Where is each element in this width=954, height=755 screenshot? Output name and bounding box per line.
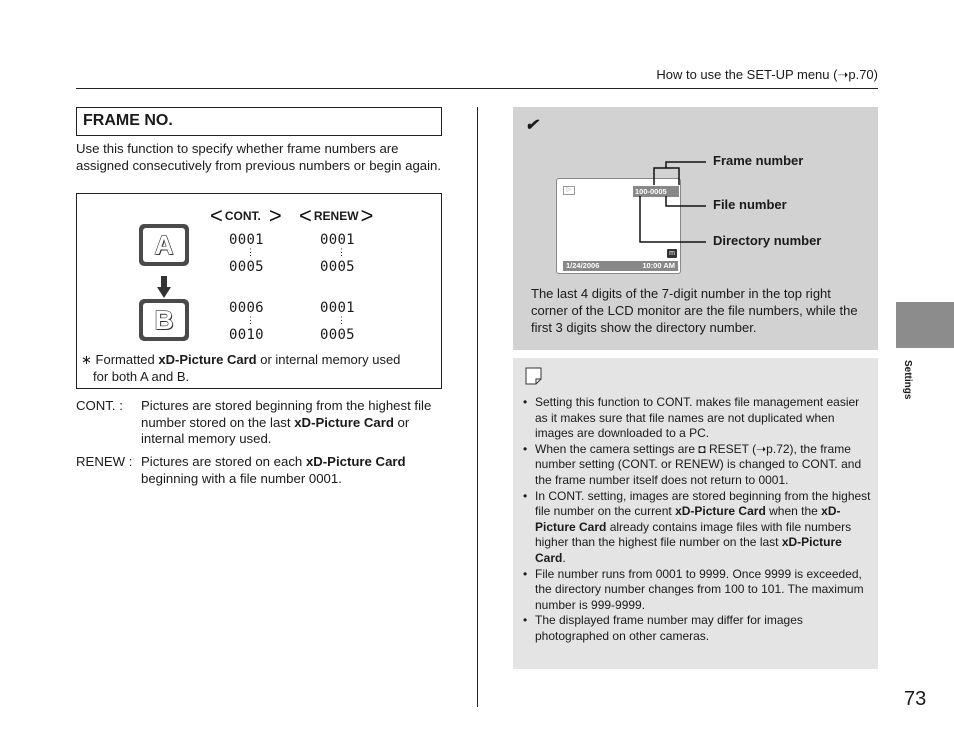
chevron-right-icon: >	[268, 203, 282, 228]
lcd-date: 1/24/2006	[566, 261, 600, 270]
arrow-down-icon	[157, 276, 171, 298]
asterisk-mark: ∗	[81, 352, 92, 367]
renew-a-start: 0001	[320, 232, 355, 248]
cont-label-text: CONT.	[224, 209, 261, 223]
card-b-letter: B	[154, 304, 174, 335]
ellipsis-icon: ⋮	[246, 315, 255, 325]
lcd-explanation: The last 4 digits of the 7-digit number in the top right corner of the LCD monitor are the file numbers, while the first 3 digits show the directory number.	[531, 286, 858, 335]
chevron-right-icon: >	[360, 203, 374, 228]
cont-column-label	[210, 203, 282, 228]
cont-a-end: 0005	[229, 259, 264, 275]
label-directory-number: Directory number	[713, 233, 822, 248]
cont-a-start: 0001	[229, 232, 264, 248]
column-divider	[477, 107, 478, 707]
chapter-label: Settings	[902, 360, 913, 400]
card-b-icon	[139, 299, 189, 341]
desc-cont: Pictures are stored beginning from the highest file number stored on the last xD-Picture Card or internal memory used.	[141, 398, 432, 446]
camera-icon: ◘	[698, 441, 706, 456]
header-breadcrumb: How to use the SET-UP menu (➝p.70)	[656, 67, 878, 82]
renew-column-label	[299, 203, 374, 228]
chapter-tab	[896, 302, 954, 348]
card-a-icon	[139, 224, 189, 266]
intro-paragraph: Use this function to specify whether frame numbers are assigned consecutively from previous numbers or begin again.	[76, 141, 442, 173]
check-icon: ✔	[525, 117, 539, 134]
desc-renew: Pictures are stored on each xD-Picture Card beginning with a file number 0001.	[141, 454, 406, 486]
protect-icon: m	[667, 249, 677, 258]
renew-a-end: 0005	[320, 259, 355, 275]
term-renew: RENEW :	[76, 454, 133, 469]
renew-b-start: 0001	[320, 300, 355, 316]
section-title: FRAME NO.	[76, 107, 442, 136]
memo-item: • File number runs from 0001 to 9999. Once 9999 is exceeded, the directory number changes from 100 to 101. The maximum number is 999-9999.	[523, 567, 871, 614]
memo-item: • Setting this function to CONT. makes file management easier as it makes sure that file names are not duplicated when images are downloaded to a PC.	[523, 395, 871, 442]
cont-b-start: 0006	[229, 300, 264, 316]
memo-item: • When the camera settings are ◘ RESET (➝p.72), the frame number setting (CONT. or RENEW) is changed to CONT. and the frame number itself does not return to 0001.	[523, 442, 871, 489]
playback-icon: ▷	[563, 186, 575, 195]
memo-item: • In CONT. setting, images are stored beginning from the highest file number on the current xD-Picture Card when the xD-Picture Card already contains image files with file numbers higher than the highest file number on the last xD-Picture Card.	[523, 489, 871, 567]
cont-b-end: 0010	[229, 327, 264, 343]
check-panel	[513, 107, 878, 350]
term-cont: CONT. :	[76, 398, 123, 413]
ellipsis-icon: ⋮	[337, 247, 346, 257]
ellipsis-icon: ⋮	[337, 315, 346, 325]
header-rule	[76, 88, 878, 89]
chevron-left-icon: <	[299, 203, 312, 228]
memo-list	[523, 395, 871, 645]
memo-item: • The displayed frame number may differ for images photographed on other cameras.	[523, 613, 871, 644]
lcd-time: 10:00 AM	[642, 261, 675, 270]
page-number: 73	[904, 688, 927, 710]
diagram-footnote: ∗ Formatted xD-Picture Card or internal memory used for both A and B.	[81, 352, 401, 384]
lcd-file-number: 100-0005	[633, 186, 679, 197]
frame-number-diagram	[76, 193, 442, 389]
renew-b-end: 0005	[320, 327, 355, 343]
label-frame-number: Frame number	[713, 153, 804, 168]
definition-cont	[76, 398, 446, 448]
ellipsis-icon: ⋮	[246, 247, 255, 257]
definition-renew	[76, 454, 446, 488]
memo-panel	[513, 358, 878, 669]
memo-icon	[525, 367, 542, 385]
label-file-number: File number	[713, 197, 787, 212]
renew-label-text: RENEW	[313, 209, 359, 223]
chevron-left-icon: <	[210, 203, 223, 228]
card-a-letter: A	[154, 229, 174, 260]
